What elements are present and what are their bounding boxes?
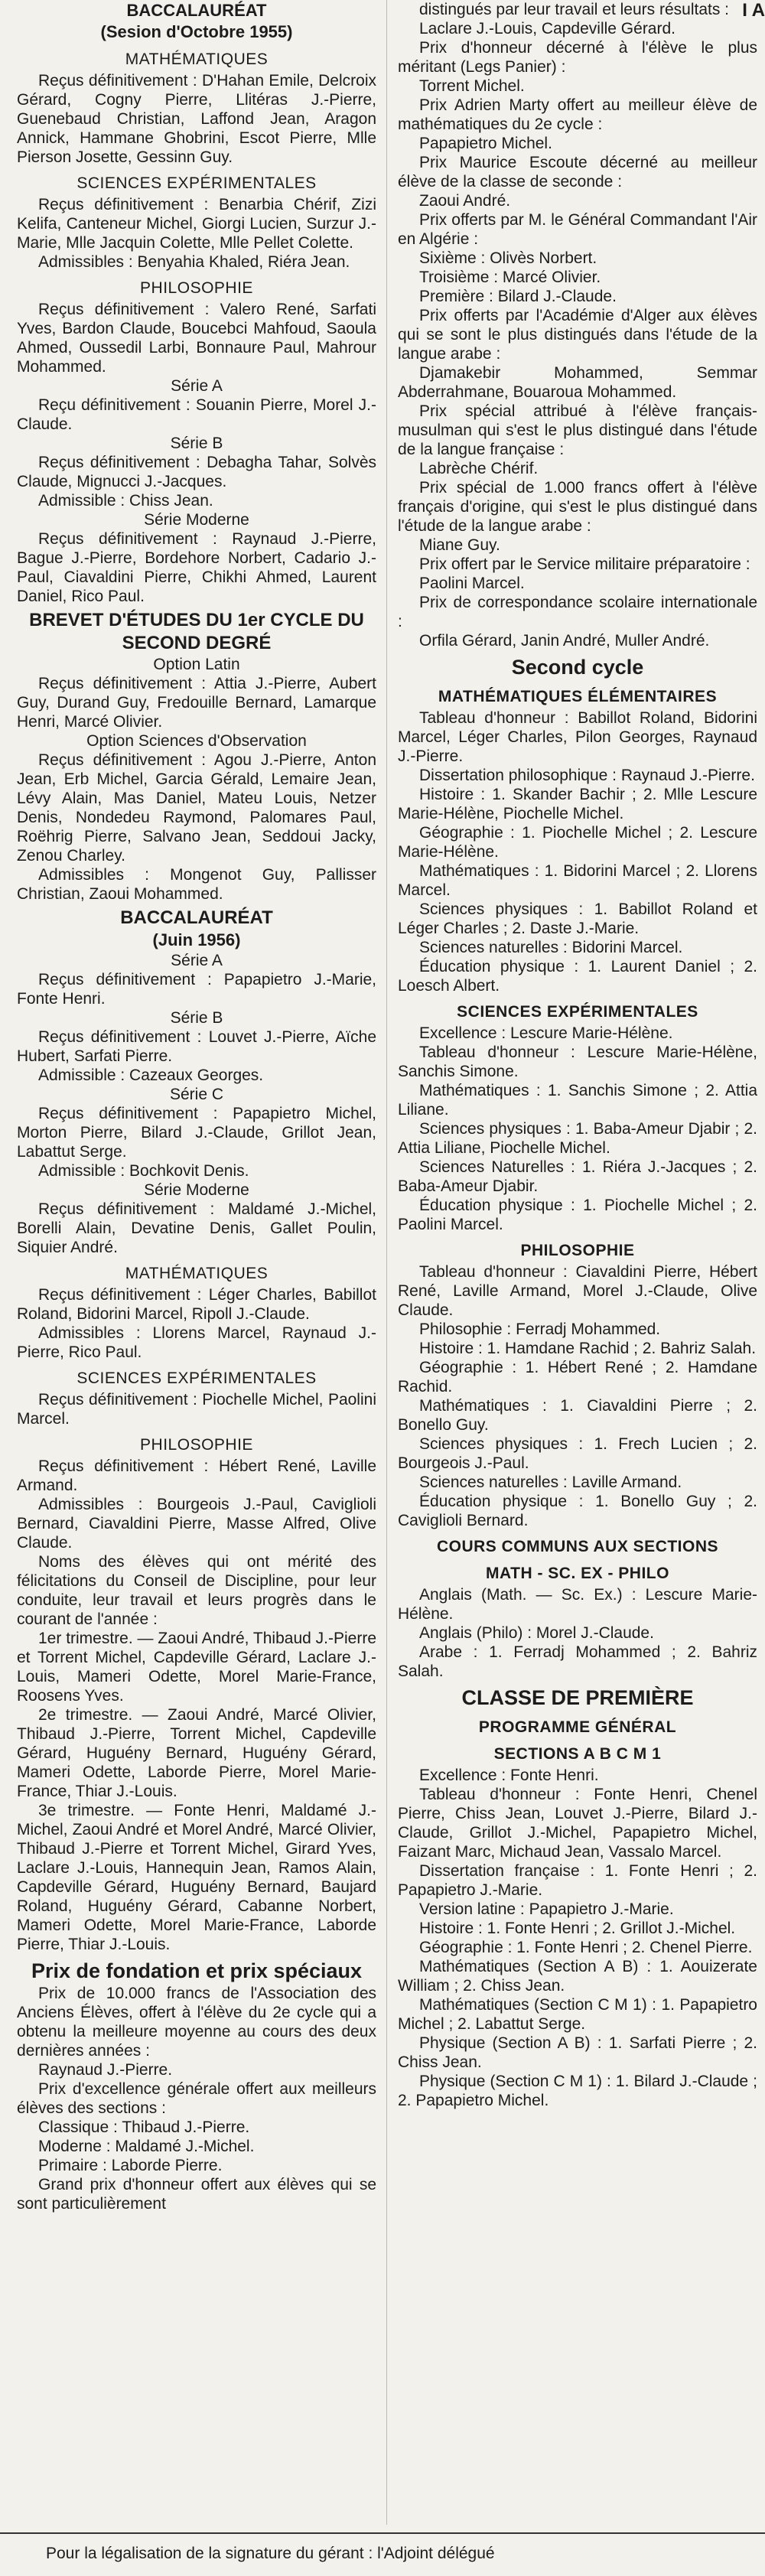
paragraph: Moderne : Maldamé J.-Michel. <box>38 2138 255 2155</box>
paragraph: Prix offerts par M. le Général Commandant l'Air en Algérie : <box>398 211 757 248</box>
footer-rule <box>0 2532 765 2534</box>
right-column <box>398 0 757 2525</box>
section-heading: (Sesion d'Octobre 1955) <box>100 22 293 41</box>
subject-heading: SECTIONS A B C M 1 <box>493 1745 662 1763</box>
paragraph: Prix d'honneur décerné à l'élève le plus méritant (Legs Panier) : <box>398 39 757 76</box>
paragraph: Reçus définitivement : Léger Charles, Babillot Roland, Bidorini Marcel, Ripoll J.-Claude. <box>17 1286 376 1323</box>
paragraph: Première : Bilard J.-Claude. <box>419 288 617 305</box>
series-label: Série A <box>171 952 223 969</box>
paragraph: Reçus définitivement : Benarbia Chérif, Zizi Kelifa, Canteneur Michel, Giorgi Lucien, Surzur J.-Marie, Mlle Jacquin Colette, Mlle Pellet Colette. <box>17 196 376 252</box>
paragraph: Anglais (Math. — Sc. Ex.) : Lescure Marie-Hélène. <box>398 1586 757 1623</box>
paragraph: distingués par leur travail et leurs résultats : <box>419 1 730 18</box>
paragraph: Anglais (Philo) : Morel J.-Claude. <box>419 1624 654 1642</box>
paragraph: Reçus définitivement : Debagha Tahar, Solvès Claude, Mignucci J.-Jacques. <box>17 454 376 490</box>
paragraph: Tableau d'honneur : Fonte Henri, Chenel Pierre, Chiss Jean, Louvet J.-Pierre, Bilard J.-Claude, Grillot J.-Michel, Papapietro Michel, Faizant Marc, Michaud Jean, Vassalo Marcel. <box>398 1786 757 1861</box>
paragraph: Admissibles : Benyahia Khaled, Riéra Jean. <box>38 253 350 271</box>
paragraph: Mathématiques : 1. Bidorini Marcel ; 2. Llorens Marcel. <box>398 862 757 899</box>
section-heading: Second cycle <box>511 656 644 679</box>
paragraph: Dissertation philosophique : Raynaud J.-Pierre. <box>419 767 755 784</box>
paragraph: Primaire : Laborde Pierre. <box>38 2157 223 2174</box>
paragraph: 2e trimestre. — Zaoui André, Marcé Olivier, Thibaud J.-Pierre, Torrent Michel, Capdeville Gérard, Huguény Bernard, Huguény Gérard, Mameri Odette, Laborde Pierre, Morel Marie-France, Thiar J.-Louis. <box>17 1706 376 1800</box>
paragraph: Labrèche Chérif. <box>419 460 539 477</box>
paragraph: Papapietro Michel. <box>419 135 552 152</box>
left-column <box>17 0 376 2525</box>
paragraph: Admissible : Chiss Jean. <box>38 492 213 510</box>
paragraph: Géographie : 1. Fonte Henri ; 2. Chenel Pierre. <box>419 1939 753 1956</box>
paragraph: Reçus définitivement : Papapietro J.-Marie, Fonte Henri. <box>17 971 376 1008</box>
paragraph: Reçus définitivement : Valero René, Sarfati Yves, Bardon Claude, Boucebci Mahfoud, Saoula Ahmed, Oussedil Larbi, Bonnaure Paul, Mahrour Mohammed. <box>17 301 376 376</box>
paragraph: Prix de correspondance scolaire internationale : <box>398 594 757 630</box>
paragraph: Admissibles : Mongenot Guy, Pallisser Christian, Zaoui Mohammed. <box>17 866 376 903</box>
paragraph: Reçus définitivement : Maldamé J.-Michel, Borelli Alain, Devatine Denis, Gallet Poulin, Siquier André. <box>17 1200 376 1256</box>
subject-heading: SCIENCES EXPÉRIMENTALES <box>457 1003 698 1021</box>
paragraph: Mathématiques (Section A B) : 1. Aouizerate William ; 2. Chiss Jean. <box>398 1958 757 1995</box>
section-heading: BACCALAURÉAT <box>120 907 273 928</box>
paragraph: Noms des élèves qui ont mérité des félicitations du Conseil de Discipline, pour leur conduite, leur travail et leurs progrès dans le courant de l'année : <box>17 1553 376 1628</box>
paragraph: Version latine : Papapietro J.-Marie. <box>419 1900 674 1918</box>
series-label: Série Moderne <box>144 1181 249 1199</box>
subject-heading: MATHÉMATIQUES <box>125 1265 269 1282</box>
paragraph: Prix spécial attribué à l'élève français-musulman qui s'est le plus distingué dans l'étude de la langue française : <box>398 402 757 458</box>
paragraph: 3e trimestre. — Fonte Henri, Maldamé J.-Michel, Zaoui André et Morel André, Marcé Olivier, Thibaud J.-Pierre et Torrent Michel, Girard Yves, Laclare J.-Louis, Hannequin Jean, Ramos Alain, Capdeville Gérard, Huguény Bernard, Baujard Roland, Huguény Gérard, Cabanne Norbert, Mameri Odette, Morel Marie-France, Laborde Pierre, Thiar J.-Louis. <box>17 1802 376 1953</box>
section-heading: Prix de fondation et prix spéciaux <box>31 1959 363 1982</box>
paragraph: Tableau d'honneur : Ciavaldini Pierre, Hébert René, Laville Armand, Morel J.-Claude, Olive Claude. <box>398 1263 757 1319</box>
paragraph: Histoire : 1. Fonte Henri ; 2. Grillot J.-Michel. <box>419 1920 736 1937</box>
subject-heading: COURS COMMUNS AUX SECTIONS <box>436 1538 719 1555</box>
paragraph: Orfila Gérard, Janin André, Muller André. <box>419 632 710 650</box>
paragraph: Sciences Naturelles : 1. Riéra J.-Jacques ; 2. Baba-Ameur Djabir. <box>398 1158 757 1195</box>
paragraph: Sciences naturelles : Laville Armand. <box>419 1474 682 1491</box>
paragraph: Prix de 10.000 francs de l'Association des Anciens Élèves, offert à l'élève du 2e cycle qui a obtenu la meilleure moyenne au cours des deux dernières années : <box>17 1985 376 2060</box>
subject-heading: PROGRAMME GÉNÉRAL <box>478 1718 677 1736</box>
paragraph: Admissibles : Llorens Marcel, Raynaud J.-Pierre, Rico Paul. <box>17 1324 376 1361</box>
footer-text: Pour la légalisation de la signature du gérant : l'Adjoint délégué <box>46 2545 495 2562</box>
paragraph: Torrent Michel. <box>419 77 525 95</box>
paragraph: Géographie : 1. Piochelle Michel ; 2. Lescure Marie-Hélène. <box>398 824 757 861</box>
series-label: Option Sciences d'Observation <box>86 732 307 750</box>
paragraph: Géographie : 1. Hébert René ; 2. Hamdane Rachid. <box>398 1359 757 1395</box>
paragraph: Tableau d'honneur : Babillot Roland, Bidorini Marcel, Léger Charles, Pilon Georges, Raynaud J.-Pierre. <box>398 709 757 765</box>
subject-heading: PHILOSOPHIE <box>140 1436 253 1454</box>
paragraph: Grand prix d'honneur offert aux élèves qui se sont particulièrement <box>17 2176 376 2213</box>
subject-heading: PHILOSOPHIE <box>140 279 253 297</box>
paragraph: Philosophie : Ferradj Mohammed. <box>419 1321 661 1338</box>
paragraph: Reçu définitivement : Souanin Pierre, Morel J.-Claude. <box>17 396 376 433</box>
paragraph: Physique (Section A B) : 1. Sarfati Pierre ; 2. Chiss Jean. <box>398 2034 757 2071</box>
paragraph: Éducation physique : 1. Bonello Guy ; 2. Caviglioli Bernard. <box>398 1493 757 1529</box>
paragraph: Reçus définitivement : Agou J.-Pierre, Anton Jean, Erb Michel, Garcia Gérald, Lemaire Jean, Lévy Alain, Mas Daniel, Mateu Louis, Netzer Denis, Nondedeu Raymond, Palomares Paul, Roëhrig Pierre, Salvano Jean, Seddoui Jacky, Zenou Charley. <box>17 751 376 865</box>
paragraph: Prix Maurice Escoute décerné au meilleur élève de la classe de seconde : <box>398 154 757 191</box>
paragraph: Reçus définitivement : Piochelle Michel, Paolini Marcel. <box>17 1391 376 1428</box>
paragraph: Dissertation française : 1. Fonte Henri ; 2. Papapietro J.-Marie. <box>398 1862 757 1899</box>
paragraph: Troisième : Marcé Olivier. <box>419 269 601 286</box>
subject-heading: SCIENCES EXPÉRIMENTALES <box>76 174 317 192</box>
paragraph: Classique : Thibaud J.-Pierre. <box>38 2118 250 2136</box>
paragraph: Prix spécial de 1.000 francs offert à l'élève français d'origine, qui s'est le plus distingué dans l'étude de la langue arabe : <box>398 479 757 535</box>
paragraph: Admissibles : Bourgeois J.-Paul, Caviglioli Bernard, Ciavaldini Pierre, Masse Alfred, Olive Claude. <box>17 1496 376 1552</box>
paragraph: Arabe : 1. Ferradj Mohammed ; 2. Bahriz Salah. <box>398 1643 757 1680</box>
paragraph: Paolini Marcel. <box>419 575 525 592</box>
subject-heading: MATHÉMATIQUES ÉLÉMENTAIRES <box>438 688 718 705</box>
section-heading: (Juin 1956) <box>152 930 241 949</box>
paragraph: Mathématiques (Section C M 1) : 1. Papapietro Michel ; 2. Labattut Serge. <box>398 1996 757 2033</box>
paragraph: Excellence : Fonte Henri. <box>419 1767 599 1784</box>
paragraph: Reçus définitivement : Hébert René, Laville Armand. <box>17 1457 376 1494</box>
paragraph: Mathématiques : 1. Ciavaldini Pierre ; 2. Bonello Guy. <box>398 1397 757 1434</box>
series-label: Série B <box>170 435 223 452</box>
paragraph: 1er trimestre. — Zaoui André, Thibaud J.-Pierre et Torrent Michel, Capdeville Gérard, Laclare J.-Louis, Mameri Odette, Morel Marie-France, Roosens Yves. <box>17 1630 376 1705</box>
paragraph: Excellence : Lescure Marie-Hélène. <box>419 1024 673 1042</box>
paragraph: Sciences physiques : 1. Baba-Ameur Djabir ; 2. Attia Liliane, Piochelle Michel. <box>398 1120 757 1157</box>
paragraph: Reçus définitivement : Papapietro Michel, Morton Pierre, Bilard J.-Claude, Grillot Jean, Labattut Serge. <box>17 1105 376 1161</box>
paragraph: Raynaud J.-Pierre. <box>38 2061 173 2079</box>
paragraph: Mathématiques : 1. Sanchis Simone ; 2. Attia Liliane. <box>398 1082 757 1119</box>
series-label: Option Latin <box>153 656 240 673</box>
paragraph: Histoire : 1. Skander Bachir ; 2. Mlle Lescure Marie-Hélène, Piochelle Michel. <box>398 786 757 822</box>
paragraph: Histoire : 1. Hamdane Rachid ; 2. Bahriz Salah. <box>419 1340 757 1357</box>
paragraph: Prix offerts par l'Académie d'Alger aux élèves qui se sont le plus distingués dans l'étude de la langue arabe : <box>398 307 757 363</box>
paragraph: Éducation physique : 1. Laurent Daniel ; 2. Loesch Albert. <box>398 958 757 995</box>
paragraph: Sciences naturelles : Bidorini Marcel. <box>419 939 683 956</box>
paragraph: Sciences physiques : 1. Babillot Roland et Léger Charles ; 2. Daste J.-Marie. <box>398 900 757 937</box>
paragraph: Prix Adrien Marty offert au meilleur élève de mathématiques du 2e cycle : <box>398 96 757 133</box>
subject-heading: MATHÉMATIQUES <box>125 50 269 68</box>
paragraph: Reçus définitivement : Raynaud J.-Pierre, Bague J.-Pierre, Bordehore Norbert, Cadario J.-Paul, Ciavaldini Pierre, Chikhi Ahmed, Laurent Daniel, Rico Paul. <box>17 530 376 605</box>
subject-heading: MATH - SC. EX - PHILO <box>486 1565 669 1582</box>
section-heading: BACCALAURÉAT <box>126 1 267 20</box>
paragraph: Prix offert par le Service militaire préparatoire : <box>419 555 750 573</box>
subject-heading: PHILOSOPHIE <box>520 1242 635 1259</box>
paragraph: Reçus définitivement : Louvet J.-Pierre, Aïche Hubert, Sarfati Pierre. <box>17 1028 376 1065</box>
paragraph: Sixième : Olivès Norbert. <box>419 249 597 267</box>
column-divider <box>386 0 387 2525</box>
masthead-fragment: I A <box>742 0 765 21</box>
paragraph: Reçus définitivement : D'Hahan Emile, Delcroix Gérard, Cogny Pierre, Llitéras J.-Pierre, Guenebaud Christian, Laffond Jean, Aragon Annick, Hammane Ghobrini, Escot Pierre, Mlle Pierson Josette, Gessinn Guy. <box>17 72 376 166</box>
paragraph: Physique (Section C M 1) : 1. Bilard J.-Claude ; 2. Papapietro Michel. <box>398 2073 757 2109</box>
series-label: Série A <box>171 377 223 395</box>
series-label: Série B <box>170 1009 223 1027</box>
paragraph: Admissible : Bochkovit Denis. <box>38 1162 249 1180</box>
paragraph: Djamakebir Mohammed, Semmar Abderrahmane, Bouaroua Mohammed. <box>398 364 757 401</box>
paragraph: Zaoui André. <box>419 192 511 210</box>
paragraph: Éducation physique : 1. Piochelle Michel ; 2. Paolini Marcel. <box>398 1197 757 1233</box>
paragraph: Prix d'excellence générale offert aux meilleurs élèves des sections : <box>17 2080 376 2117</box>
section-heading: BREVET D'ÉTUDES DU 1er CYCLE DU SECOND DEGRÉ <box>29 610 364 653</box>
paragraph: Reçus définitivement : Attia J.-Pierre, Aubert Guy, Durand Guy, Fredouille Bernard, Lamarque Henri, Marcé Olivier. <box>17 675 376 731</box>
series-label: Série C <box>169 1086 224 1103</box>
subject-heading: SCIENCES EXPÉRIMENTALES <box>76 1369 317 1387</box>
series-label: Série Moderne <box>144 511 249 529</box>
paragraph: Tableau d'honneur : Lescure Marie-Hélène, Sanchis Simone. <box>398 1044 757 1080</box>
paragraph: Sciences physiques : 1. Frech Lucien ; 2. Bourgeois J.-Paul. <box>398 1435 757 1472</box>
paragraph: Laclare J.-Louis, Capdeville Gérard. <box>419 20 675 37</box>
paragraph: Admissible : Cazeaux Georges. <box>38 1067 264 1084</box>
section-heading: CLASSE DE PREMIÈRE <box>461 1686 694 1709</box>
paragraph: Miane Guy. <box>419 536 500 554</box>
